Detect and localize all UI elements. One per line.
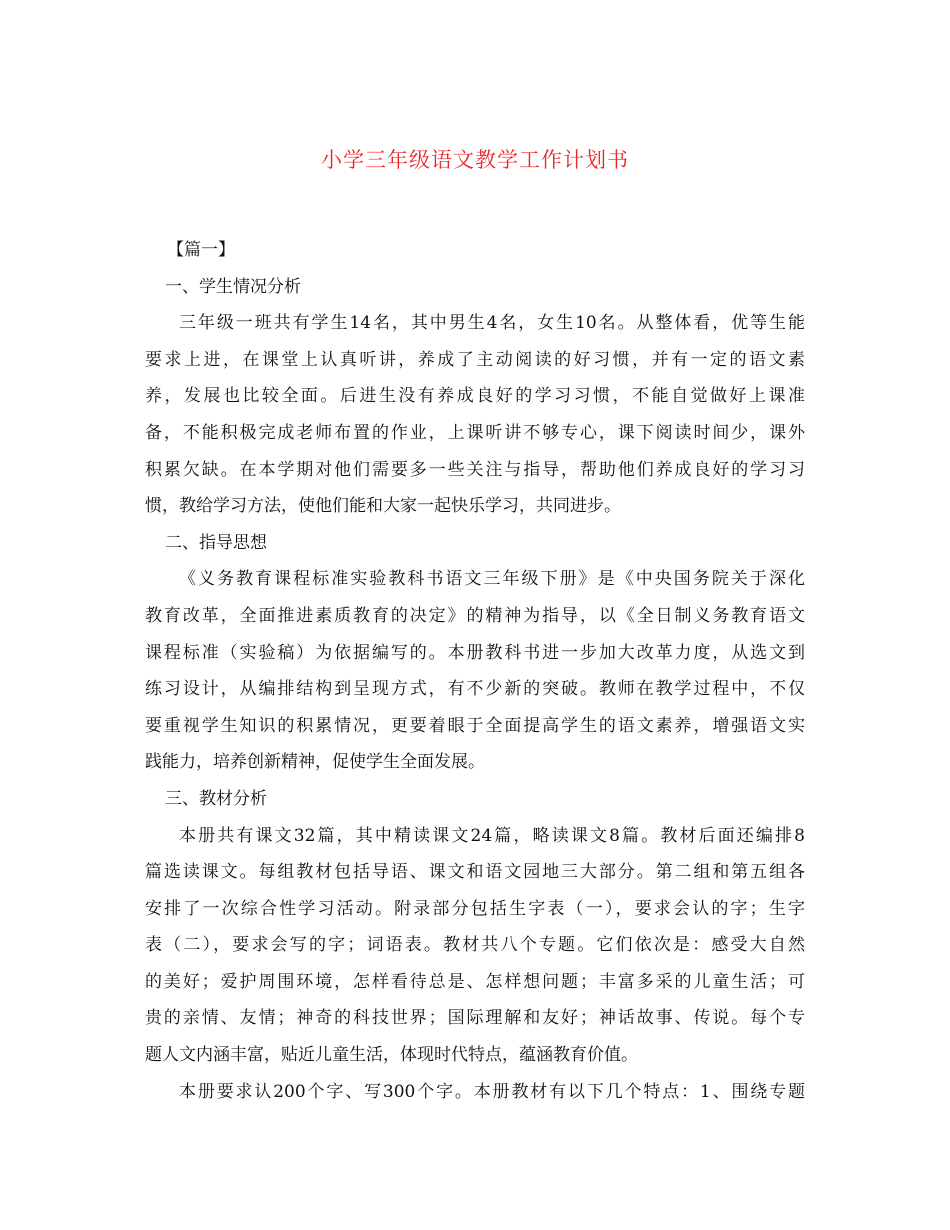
paragraph-line: 表（二），要求会写的字；词语表。教材共八个专题。它们依次是：感受大自然 <box>145 935 805 956</box>
document-title: 小学三年级语文教学工作计划书 <box>321 148 629 172</box>
paragraph-line: 惯，教给学习方法，使他们能和大家一起快乐学习，共同进步。 <box>145 496 621 517</box>
paragraph-line: 篇选读课文。每组教材包括导语、课文和语文园地三大部分。第二组和第五组各 <box>145 862 805 883</box>
paragraph-line: 的美好；爱护周围环境，怎样看待总是、怎样想问题；丰富多采的儿童生活；可 <box>145 971 805 992</box>
section-heading: 一、学生情况分析 <box>165 276 301 297</box>
paragraph-line: 三年级一班共有学生14名，其中男生4名，女生10名。从整体看，优等生能 <box>179 313 805 334</box>
paragraph-line: 要重视学生知识的积累情况，更要着眼于全面提高学生的语文素养，增强语文实 <box>145 715 805 736</box>
paragraph-line: 教育改革，全面推进素质教育的决定》的精神为指导，以《全日制义务教育语文 <box>145 605 805 626</box>
section-heading: 二、指导思想 <box>165 532 267 553</box>
paragraph-line: 《义务教育课程标准实验教科书语文三年级下册》是《中央国务院关于深化 <box>179 569 805 590</box>
paragraph-line: 要求上进，在课堂上认真听讲，养成了主动阅读的好习惯，并有一定的语文素 <box>145 349 805 370</box>
section-marker: 【篇一】 <box>167 240 235 260</box>
paragraph-line: 积累欠缺。在本学期对他们需要多一些关注与指导，帮助他们养成良好的学习习 <box>145 459 805 480</box>
paragraph-line: 养，发展也比较全面。后进生没有养成良好的学习习惯，不能自觉做好上课准 <box>145 386 805 407</box>
paragraph-line: 安排了一次综合性学习活动。附录部分包括生字表（一），要求会认的字；生字 <box>145 898 805 919</box>
paragraph-line: 本册共有课文32篇，其中精读课文24篇，略读课文8篇。教材后面还编排8 <box>179 825 805 846</box>
paragraph-line: 练习设计，从编排结构到呈现方式，有不少新的突破。教师在教学过程中，不仅 <box>145 679 805 700</box>
paragraph-line: 备，不能积极完成老师布置的作业，上课听讲不够专心，课下阅读时间少，课外 <box>145 422 805 443</box>
paragraph-line: 贵的亲情、友情；神奇的科技世界；国际理解和友好；神话故事、传说。每个专 <box>145 1008 805 1029</box>
section-heading: 三、教材分析 <box>165 788 267 809</box>
paragraph-line: 践能力，培养创新精神，促使学生全面发展。 <box>145 752 485 773</box>
paragraph-line: 本册要求认200个字、写300个字。本册教材有以下几个特点：1、围绕专题 <box>179 1081 805 1102</box>
paragraph-line: 课程标准（实验稿）为依据编写的。本册教科书进一步加大改革力度，从选文到 <box>145 642 805 663</box>
document-body <box>145 232 805 1110</box>
paragraph-line: 题人文内涵丰富，贴近儿童生活，体现时代特点，蕴涵教育价值。 <box>145 1045 638 1066</box>
